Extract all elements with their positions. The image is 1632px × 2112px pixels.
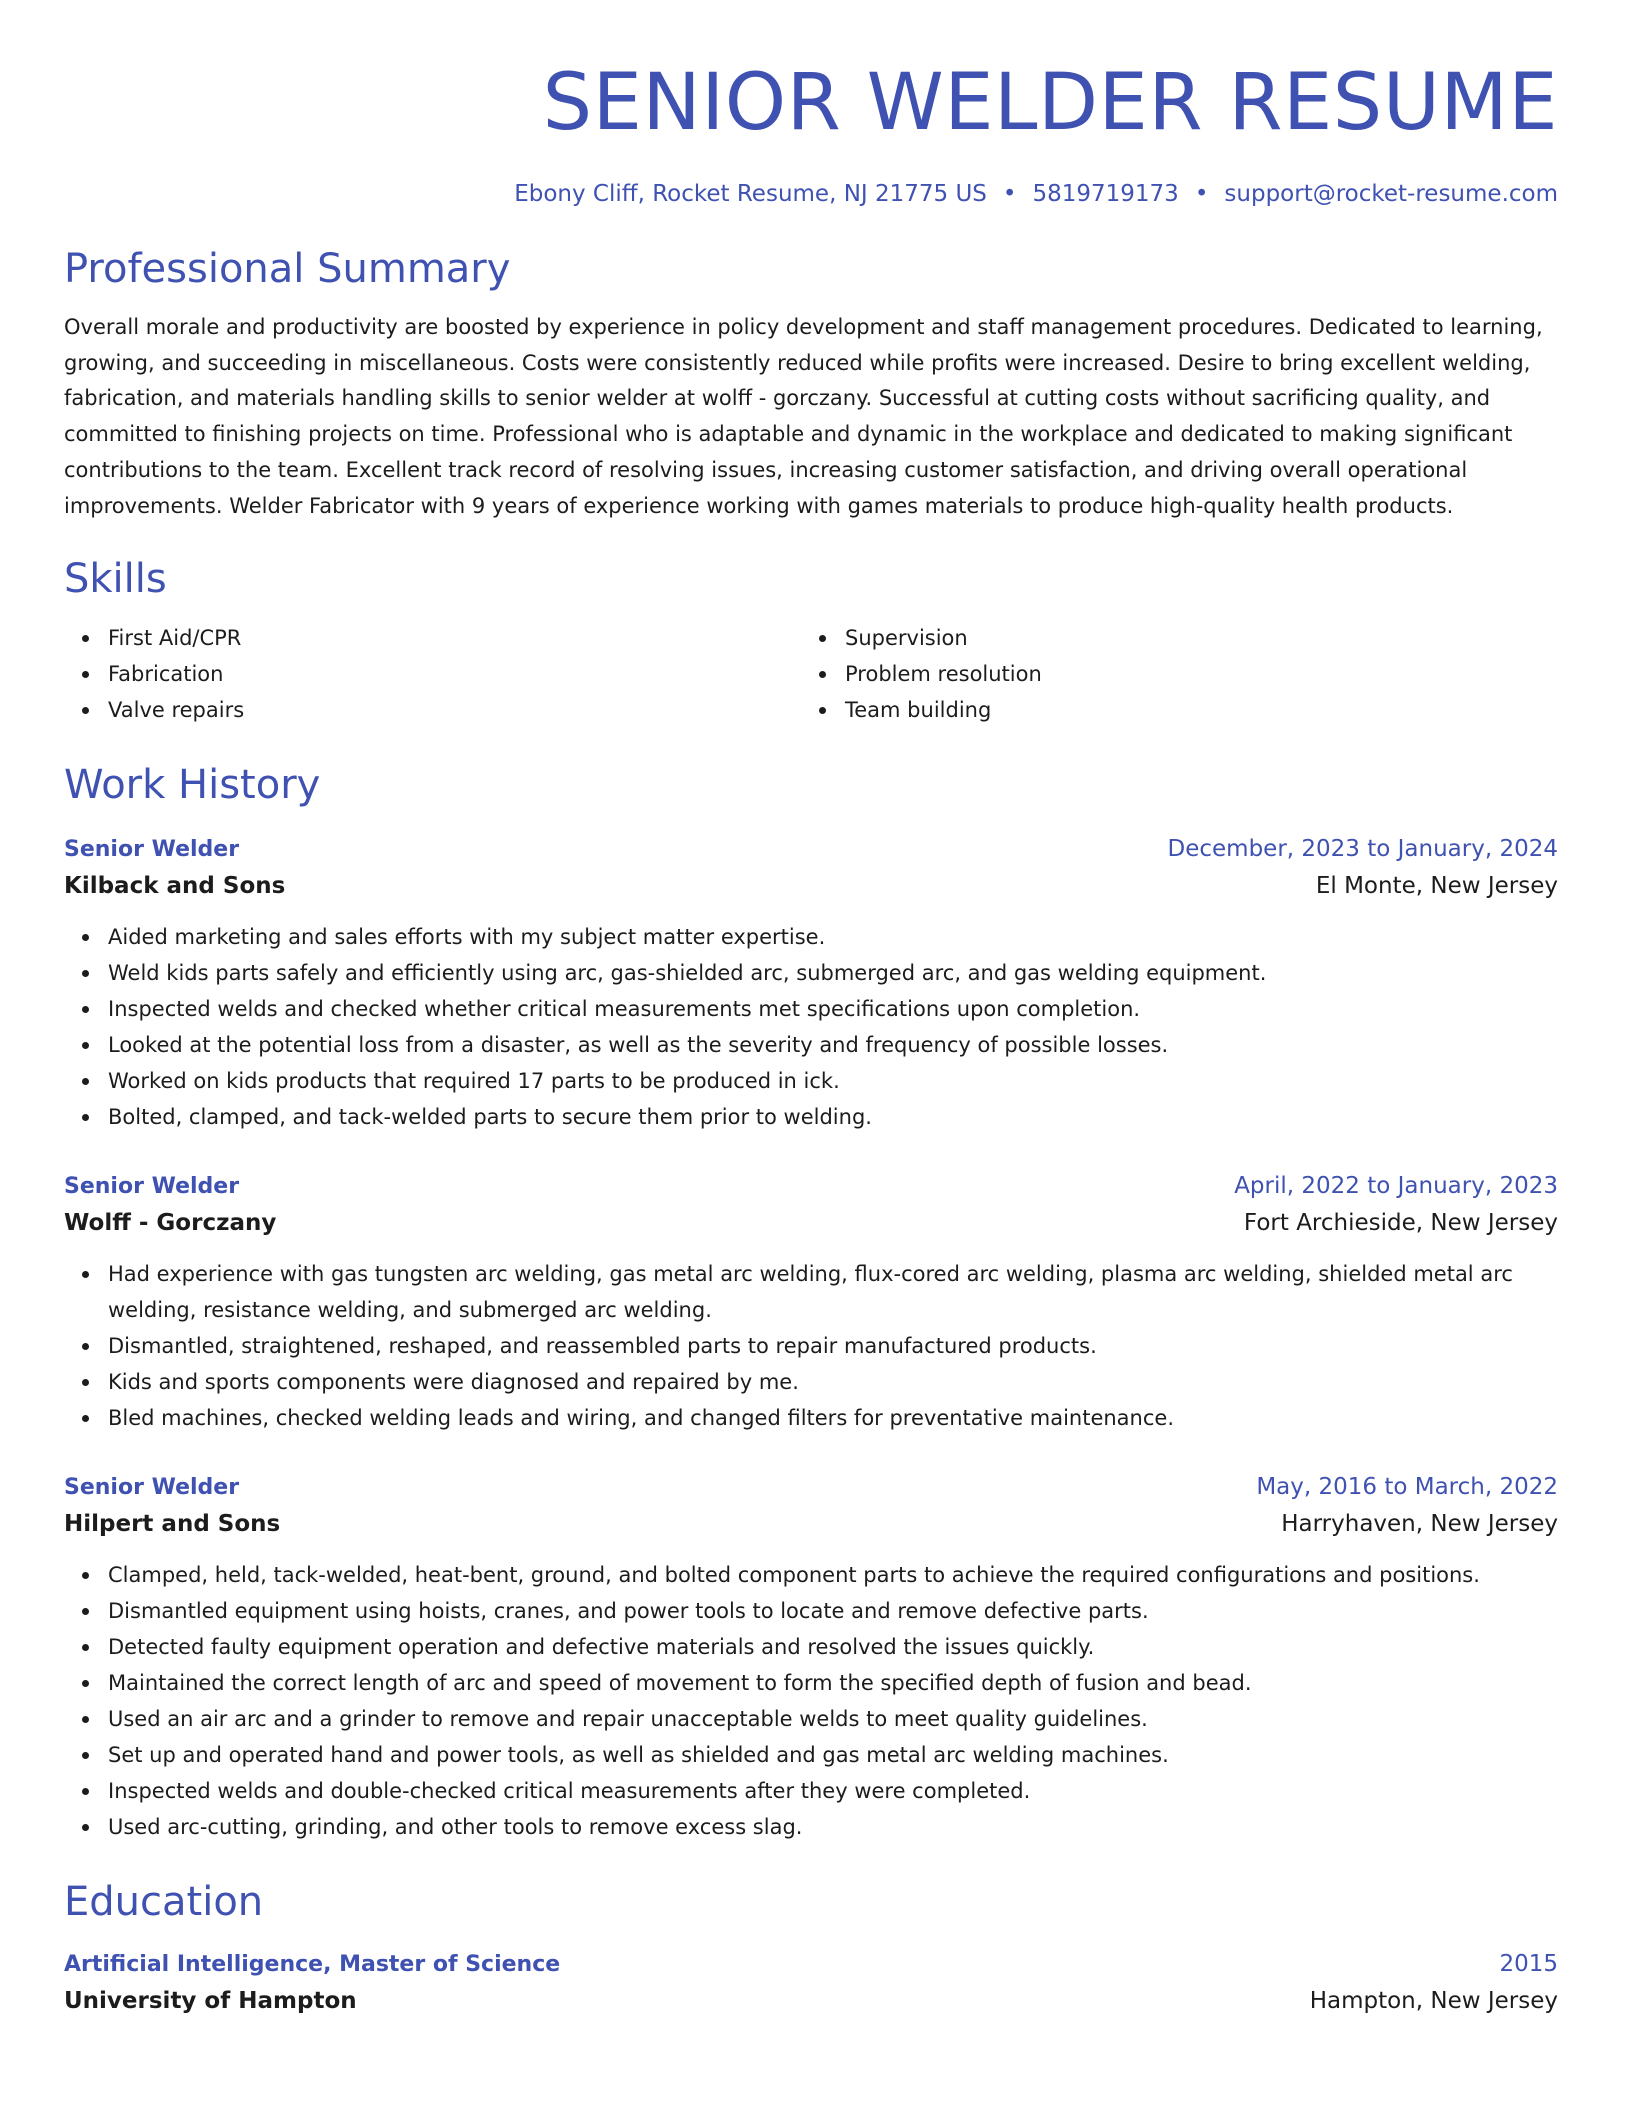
job-bullet: Maintained the correct length of arc and speed of movement to form the specified depth of fusion and bead. [108,1665,1558,1701]
job-bullet: Clamped, held, tack-welded, heat-bent, ground, and bolted component parts to achieve the required configurations and positions. [108,1557,1558,1593]
job-bullet: Kids and sports components were diagnosed and repaired by me. [108,1364,1558,1400]
job-bullet: Aided marketing and sales efforts with my subject matter expertise. [108,919,1558,955]
skill-item: First Aid/CPR [108,620,801,656]
resume-title: SENIOR WELDER RESUME [542,58,1558,148]
education-entry [64,1947,1558,2020]
contact-line [64,178,1558,210]
education-school: University of Hampton [64,1988,357,2015]
job-dates: May, 2016 to March, 2022 [1256,1474,1558,1501]
job-company: Hilpert and Sons [64,1511,281,1538]
job-entry [64,1169,1558,1436]
job-entry [64,1470,1558,1845]
skill-item: Fabrication [108,656,801,692]
job-bullet: Used an air arc and a grinder to remove and repair unacceptable welds to meet quality guidelines. [108,1701,1558,1737]
contact-address: Ebony Cliff, Rocket Resume, NJ 21775 US [514,181,987,207]
education-degree: Artificial Intelligence, Master of Science [64,1952,561,1978]
skills-heading: Skills [64,556,167,603]
education-header [64,1947,1558,1982]
job-location: Fort Archieside, New Jersey [1243,1210,1558,1237]
job-bullet: Dismantled equipment using hoists, cranes, and power tools to locate and remove defective parts. [108,1593,1558,1629]
job-subheader [64,1505,1558,1543]
job-location: El Monte, New Jersey [1315,873,1558,900]
education-heading: Education [64,1879,264,1926]
job-bullet: Looked at the potential loss from a disaster, as well as the severity and frequency of possible losses. [108,1027,1558,1063]
job-entry [64,832,1558,1135]
work-history-heading: Work History [64,762,321,809]
skill-item: Supervision [845,620,1538,656]
resume-page [64,0,1558,2020]
skill-item: Team building [845,692,1538,728]
education-year: 2015 [1499,1951,1558,1978]
job-subheader [64,867,1558,905]
job-bullet: Bled machines, checked welding leads and wiring, and changed filters for preventative maintenance. [108,1400,1558,1436]
job-company: Kilback and Sons [64,873,286,900]
job-bullet: Set up and operated hand and power tools, as well as shielded and gas metal arc welding machines. [108,1737,1558,1773]
contact-phone: 5819719173 [1032,181,1179,207]
job-bullet: Used arc-cutting, grinding, and other tools to remove excess slag. [108,1809,1558,1845]
skills-column-left [64,620,801,728]
job-bullet: Inspected welds and checked whether critical measurements met specifications upon completion. [108,991,1558,1027]
job-bullets [64,1256,1558,1436]
summary-heading: Professional Summary [64,246,511,292]
job-bullet: Had experience with gas tungsten arc welding, gas metal arc welding, flux-cored arc welding, plasma arc welding, shielded metal arc welding, resistance welding, and submerged arc welding. [108,1256,1558,1328]
job-bullet: Dismantled, straightened, reshaped, and reassembled parts to repair manufactured products. [108,1328,1558,1364]
contact-email[interactable]: support@rocket-resume.com [1224,181,1558,207]
education-subheader [64,1982,1558,2020]
job-bullet: Inspected welds and double-checked critical measurements after they were completed. [108,1773,1558,1809]
skill-item: Problem resolution [845,656,1538,692]
job-bullet: Detected faulty equipment operation and defective materials and resolved the issues quickly. [108,1629,1558,1665]
job-role: Senior Welder [64,1475,240,1501]
contact-separator: • [1194,181,1209,207]
job-dates: April, 2022 to January, 2023 [1234,1173,1558,1200]
job-role: Senior Welder [64,837,240,863]
job-role: Senior Welder [64,1174,240,1200]
job-dates: December, 2023 to January, 2024 [1167,836,1558,863]
job-bullet: Bolted, clamped, and tack-welded parts to secure them prior to welding. [108,1099,1558,1135]
skills-list [64,620,1558,728]
job-header [64,1169,1558,1204]
job-location: Harryhaven, New Jersey [1281,1511,1558,1538]
job-bullet: Weld kids parts safely and efficiently using arc, gas-shielded arc, submerged arc, and gas welding equipment. [108,955,1558,991]
job-company: Wolff - Gorczany [64,1210,277,1237]
job-subheader [64,1204,1558,1242]
education-location: Hampton, New Jersey [1309,1988,1558,2015]
job-header [64,1470,1558,1505]
job-header [64,832,1558,867]
job-bullets [64,919,1558,1135]
job-bullets [64,1557,1558,1845]
contact-separator: • [1002,181,1017,207]
summary-text: Overall morale and productivity are boosted by experience in policy development and staff management procedures. Dedicated to learning, growing, and succeeding in miscellaneous. Costs were consistently reduced while profits were increased. Desire to bring excellent welding, fabrication, and materials handling skills to senior welder at wolff - gorczany. Successful at cutting costs without sacrificing quality, and committed to finishing projects on time. Professional who is adaptable and dynamic in the workplace and dedicated to making significant contributions to the team. Excellent track record of resolving issues, increasing customer satisfaction, and driving overall operational improvements. Welder Fabricator with 9 years of experience working with games materials to produce high-quality health products. [64,315,1543,518]
skills-column-right [801,620,1538,728]
skill-item: Valve repairs [108,692,801,728]
job-bullet: Worked on kids products that required 17 parts to be produced in ick. [108,1063,1558,1099]
